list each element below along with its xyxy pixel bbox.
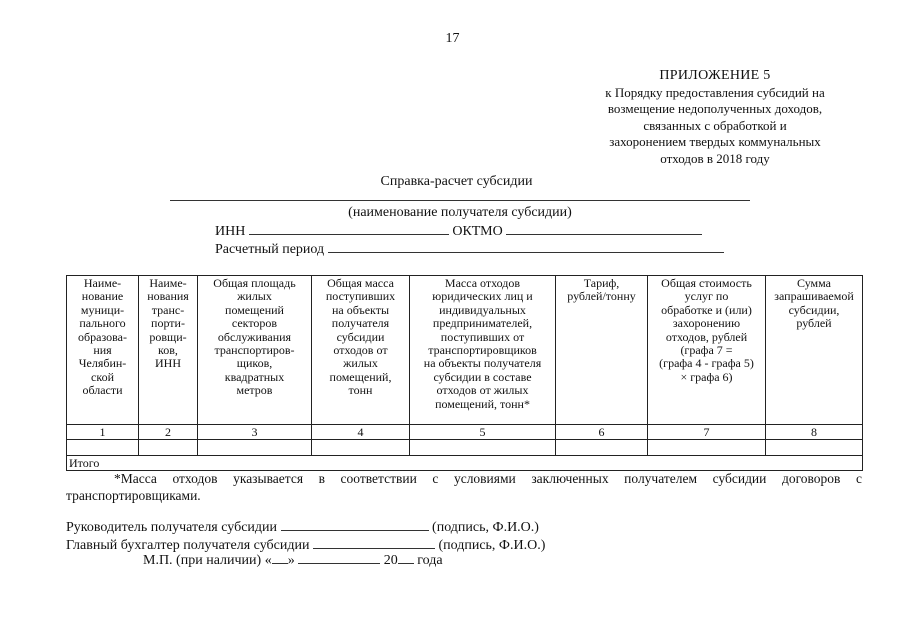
day-blank xyxy=(272,551,288,564)
table-cell xyxy=(766,440,863,456)
appendix-line: захоронением твердых коммунальных xyxy=(609,134,821,149)
column-number: 7 xyxy=(648,425,766,440)
column-number: 6 xyxy=(556,425,648,440)
column-number: 5 xyxy=(410,425,556,440)
period-blank xyxy=(328,240,724,253)
column-number: 2 xyxy=(139,425,198,440)
period-label: Расчетный период xyxy=(215,242,325,257)
footnote-line: транспортировщиками. xyxy=(66,488,201,503)
appendix-line: отходов в 2018 году xyxy=(660,150,770,166)
header-tariff: Тариф, рублей/тонну xyxy=(556,276,648,425)
footnote xyxy=(66,470,862,504)
table-cell xyxy=(648,440,766,456)
table-row xyxy=(67,440,863,456)
document-title: Справка-расчет субсидии xyxy=(380,174,533,189)
table-cell xyxy=(139,440,198,456)
seal-quote-close: » xyxy=(287,553,295,568)
table-cell xyxy=(67,440,139,456)
year-suffix: года xyxy=(417,553,443,568)
inn-label: ИНН xyxy=(215,224,246,239)
signatures-block xyxy=(66,518,545,554)
seal-label: М.П. (при наличии) « xyxy=(143,553,272,568)
oktmo-blank xyxy=(506,222,702,235)
signature-note: (подпись, Ф.И.О.) xyxy=(432,520,539,535)
year-blank xyxy=(398,551,414,564)
column-number: 3 xyxy=(198,425,312,440)
table-header-row xyxy=(67,276,863,425)
signature-note: (подпись, Ф.И.О.) xyxy=(438,538,546,553)
year-prefix: 20 xyxy=(383,553,398,568)
header-legal-entities-mass: Масса отходов юридических лиц и индивидуальных предпринимателей, поступивших от транспортировщиков на объекты получателя субсидии в составе отходов от жилых помещений, тонн* xyxy=(410,276,556,425)
header-living-area: Общая площадь жилых помещений секторов обслуживания транспортиров- щиков, квадратных метров xyxy=(198,276,312,425)
inn-blank xyxy=(249,222,449,235)
month-blank xyxy=(298,551,380,564)
table-cell xyxy=(312,440,410,456)
table-cell xyxy=(410,440,556,456)
table-cell xyxy=(556,440,648,456)
header-transporters: Наиме- нования транс- порти- ровщи- ков, ИНН xyxy=(139,276,198,425)
header-subsidy-amount: Сумма запрашиваемой субсидии, рублей xyxy=(766,276,863,425)
recipient-name-line xyxy=(170,200,750,201)
signature-label: Главный бухгалтер получателя субсидии xyxy=(66,538,310,553)
subsidy-table xyxy=(66,275,863,471)
appendix-line: связанных с обработкой и xyxy=(643,117,787,133)
appendix-title: ПРИЛОЖЕНИЕ 5 xyxy=(659,68,771,83)
signature-blank xyxy=(313,536,435,549)
header-total-mass: Общая масса поступивших на объекты получателя субсидии отходов от жилых помещений, тонн xyxy=(312,276,410,425)
seal-row xyxy=(143,551,443,569)
period-row xyxy=(215,240,724,258)
recipient-caption: (наименование получателя субсидии) xyxy=(348,205,572,220)
inn-oktmo-row xyxy=(215,222,702,240)
footnote-line: *Масса отходов указывается в соответствии с условиями заключенных получателем субсидии договоров с xyxy=(114,471,862,486)
signature-label: Руководитель получателя субсидии xyxy=(66,520,278,535)
appendix-block xyxy=(570,68,860,167)
total-label: Итого xyxy=(67,456,139,471)
page-number: 17 xyxy=(445,31,460,46)
signature-blank xyxy=(281,518,429,531)
column-number-row xyxy=(67,425,863,440)
appendix-line: возмещение недополученных доходов, xyxy=(607,101,823,116)
header-municipality: Наиме- нование муници- пального образова- ния Челябин- ской области xyxy=(67,276,139,425)
appendix-line: к Порядку предоставления субсидий на xyxy=(605,84,825,100)
total-row xyxy=(67,456,863,471)
table-cell xyxy=(198,440,312,456)
signature-director xyxy=(66,518,545,536)
column-number: 8 xyxy=(766,425,863,440)
oktmo-label: ОКТМО xyxy=(452,224,503,239)
column-number: 1 xyxy=(67,425,139,440)
column-number: 4 xyxy=(312,425,410,440)
header-total-cost: Общая стоимость услуг по обработке и (или) захоронению отходов, рублей (графа 7 = (графа 4 - графа 5) × графа 6) xyxy=(648,276,766,425)
total-cell xyxy=(139,456,863,471)
